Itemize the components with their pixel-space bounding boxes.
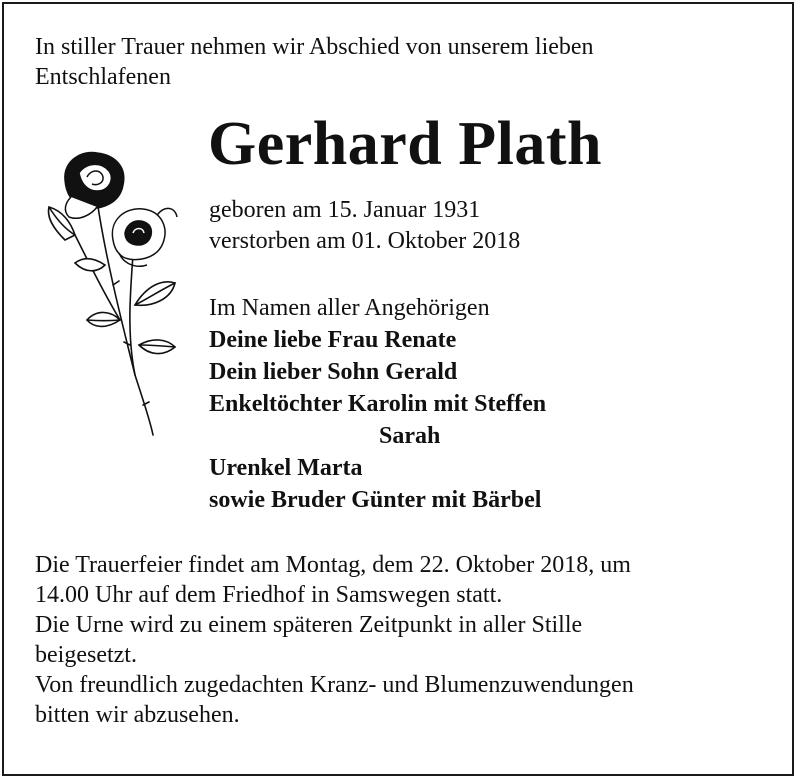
funeral-line-2: 14.00 Uhr auf dem Friedhof in Samswegen statt. <box>35 582 503 608</box>
life-dates <box>209 195 520 257</box>
mourner-line: Deine liebe Frau Renate <box>209 327 457 353</box>
mourner-line: Sarah <box>379 423 441 449</box>
rose-icon <box>35 145 185 445</box>
urn-line-1: Die Urne wird zu einem späteren Zeitpunkt in aller Stille <box>35 612 583 638</box>
mourner-line: Urenkel Marta <box>209 455 363 481</box>
funeral-paragraph <box>35 550 768 610</box>
flowers-line-2: bitten wir abzusehen. <box>35 702 240 728</box>
mourner-line: sowie Bruder Günter mit Bärbel <box>209 487 542 513</box>
flowers-paragraph <box>35 670 768 730</box>
intro-text <box>35 32 768 92</box>
funeral-line-1: Die Trauerfeier findet am Montag, dem 22. Oktober 2018, um <box>35 552 631 578</box>
mourner-line: Enkeltöchter Karolin mit Steffen <box>209 391 547 417</box>
mourner-line: Dein lieber Sohn Gerald <box>209 359 458 385</box>
death-date: verstorben am 01. Oktober 2018 <box>209 228 521 254</box>
intro-line-2: Entschlafenen <box>35 64 171 90</box>
flowers-line-1: Von freundlich zugedachten Kranz- und Blumenzuwendungen <box>35 672 634 698</box>
birth-date: geboren am 15. Januar 1931 <box>209 197 481 223</box>
urn-line-2: beigesetzt. <box>35 642 137 668</box>
intro-line-1: In stiller Trauer nehmen wir Abschied von unserem lieben <box>35 34 594 60</box>
mourners-heading: Im Namen aller Angehörigen <box>209 295 490 321</box>
urn-paragraph <box>35 610 768 670</box>
footer-text <box>35 550 768 730</box>
mourners-list <box>209 292 546 516</box>
deceased-name: Gerhard Plath <box>208 110 602 178</box>
